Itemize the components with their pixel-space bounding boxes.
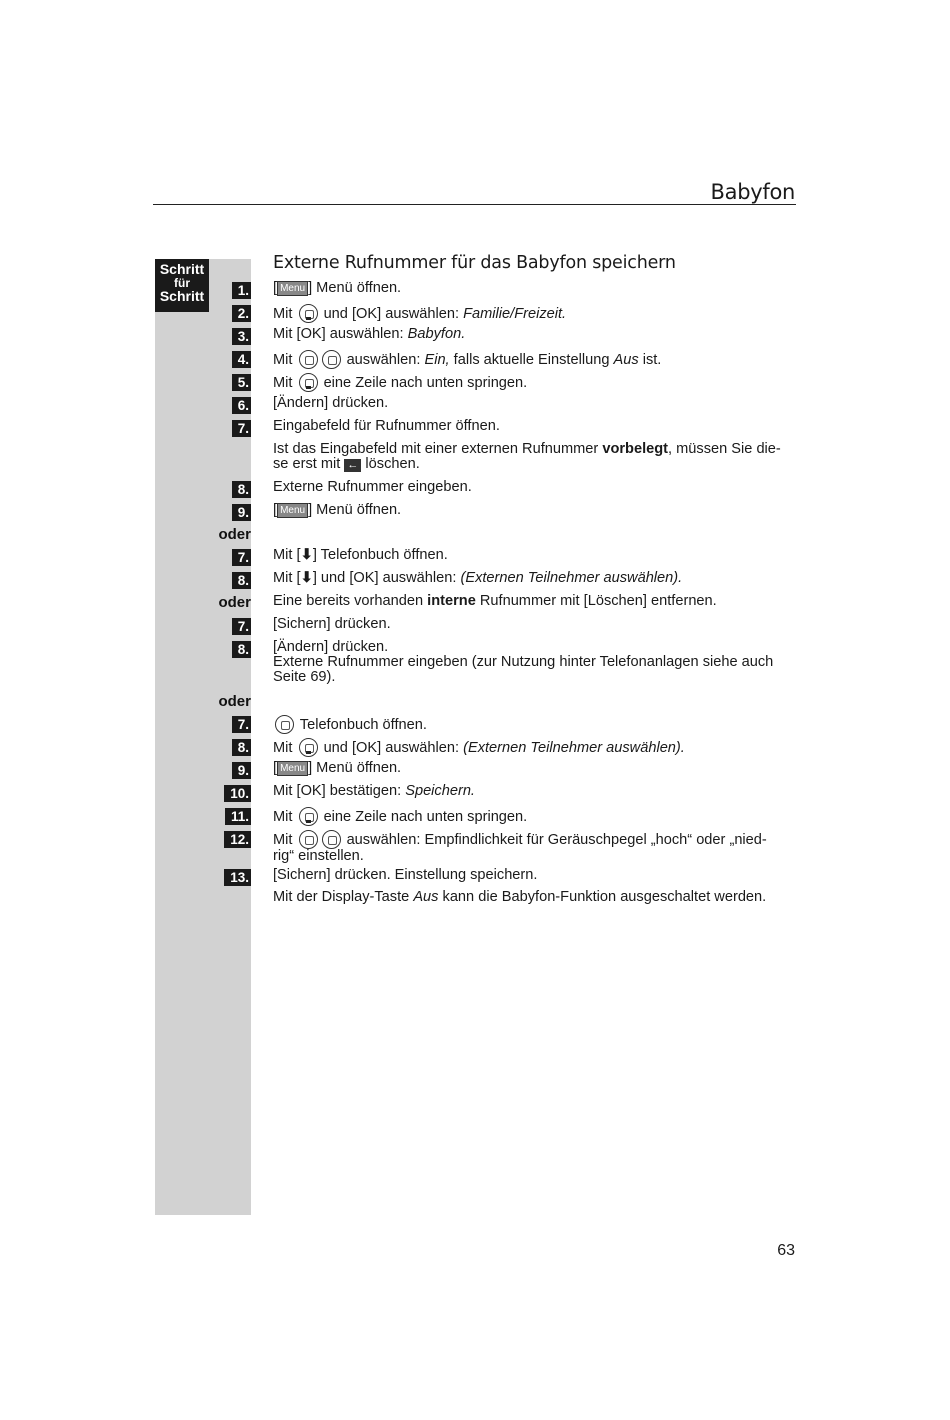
instruction-text [273,617,797,632]
emphasis-italic: Babyfon. [407,326,466,342]
instruction-text [273,807,797,826]
instruction-line: se erst mit ← löschen. [273,456,420,472]
navigation-key-down-icon [299,373,318,392]
navigation-key-down-icon [299,738,318,757]
instruction-line: Externe Rufnummer eingeben. [273,479,472,495]
instruction-text [273,350,797,369]
instruction-line: Mit und [OK] auswählen: Familie/Freizeit. [273,306,567,322]
step-number: 4. [232,351,251,368]
oder-label: oder [218,693,251,710]
instruction-line: Seite 69). [273,669,336,685]
instruction-text [273,715,797,734]
instruction-text [273,480,797,495]
page-header-title: Babyfon [710,180,795,204]
step-number: 7. [232,549,251,566]
step-number: 6. [232,397,251,414]
step-number: 8. [232,481,251,498]
instruction-line: [Ändern] drücken. [273,395,389,411]
navigation-key-down-icon [299,807,318,826]
step-number: 7. [232,618,251,635]
instruction-line: Mit [⬇] und [OK] auswählen: (Externen Teilnehmer auswählen). [273,570,683,586]
step-number: 8. [232,572,251,589]
step-number: 12. [224,831,251,848]
emphasis-italic: Aus [413,889,439,905]
oder-label: oder [218,526,251,543]
instruction-text [273,373,797,392]
emphasis-italic: (Externen Teilnehmer auswählen). [460,570,683,586]
page-number: 63 [777,1242,795,1259]
instruction-line: Mit [OK] bestätigen: Speichern. [273,783,475,799]
step-number: 1. [232,282,251,299]
step-number: 3. [232,328,251,345]
arrow-down-key-icon: ⬇ [300,570,313,586]
step-number: 8. [232,739,251,756]
navigation-key-left-icon [299,830,318,849]
instruction-text [273,594,797,609]
instruction-text [273,738,797,757]
menu-key-icon: Menu [277,761,308,776]
oder-label: oder [218,594,251,611]
instruction-line: Telefonbuch öffnen. [273,715,797,734]
emphasis-italic: Ein, [424,352,450,368]
step-number: 7. [232,420,251,437]
instruction-text [273,442,797,472]
instruction-line: Eine bereits vorhanden interne Rufnummer mit [Löschen] entfernen. [273,593,717,609]
instruction-line: Ist das Eingabefeld mit einer externen Rufnummer vorbelegt, müssen Sie die- [273,441,781,457]
navigation-key-icon [275,715,294,734]
instruction-text [273,640,797,685]
instruction-line: Mit [OK] auswählen: Babyfon. [273,326,466,342]
instruction-line: Mit eine Zeile nach unten springen. [273,809,528,825]
emphasis-bold: interne [427,593,476,609]
step-number: 2. [232,305,251,322]
instruction-line: Mit [⬇] Telefonbuch öffnen. [273,547,448,563]
menu-key-icon: Menu [277,503,308,518]
instruction-text [273,784,797,799]
emphasis-italic: Speichern. [405,783,475,799]
emphasis-bold: vorbelegt [602,441,669,457]
navigation-key-right-icon [322,830,341,849]
instruction-line: [ Menu ] Menü öffnen. [273,502,402,518]
instruction-text [273,830,797,864]
instruction-text [273,281,797,296]
navigation-key-left-icon [299,350,318,369]
step-number: 13. [224,869,251,886]
step-number: 5. [232,374,251,391]
instruction-line: [Sichern] drücken. [273,616,391,632]
instruction-text [273,548,797,563]
instruction-text [273,761,797,776]
navigation-key-right-icon [322,350,341,369]
badge-line-1: Schritt [159,261,205,277]
instruction-line: [ Menu ] Menü öffnen. [273,760,402,776]
instruction-text [273,503,797,518]
instruction-text [273,868,797,883]
section-title: Externe Rufnummer für das Babyfon speichern [273,253,676,273]
schritt-fuer-schritt-badge [155,259,209,312]
navigation-key-down-icon [299,304,318,323]
header-rule [153,204,796,205]
instruction-line: rig“ einstellen. [273,848,364,864]
step-number: 10. [224,785,251,802]
instruction-text [273,304,797,323]
instruction-line: Mit und [OK] auswählen: (Externen Teilnehmer auswählen). [273,740,685,756]
delete-key-icon: ← [344,459,361,472]
instruction-line: Mit eine Zeile nach unten springen. [273,375,528,391]
arrow-down-key-icon: ⬇ [300,547,313,563]
instruction-line: [Sichern] drücken. Einstellung speichern. [273,867,538,883]
step-number: 9. [232,762,251,779]
instruction-line: [Ändern] drücken. [273,639,389,655]
badge-line-3: Schritt [159,288,205,304]
instruction-text [273,571,797,586]
instruction-line: Mit auswählen: Ein, falls aktuelle Einstellung Aus ist. [273,352,662,368]
instruction-line: Externe Rufnummer eingeben (zur Nutzung hinter Telefonanlagen siehe auch [273,654,774,670]
instruction-text [273,327,797,342]
instruction-text [273,890,797,905]
step-number: 9. [232,504,251,521]
emphasis-italic: (Externen Teilnehmer auswählen). [463,740,685,756]
instruction-line: Mit der Display-Taste Aus kann die Babyfon-Funktion ausgeschaltet werden. [273,889,767,905]
step-number: 7. [232,716,251,733]
step-number: 8. [232,641,251,658]
step-number: 11. [225,808,251,825]
instruction-text [273,419,797,434]
badge-line-2: für [174,276,190,290]
instruction-line: Mit auswählen: Empfindlichkeit für Geräuschpegel „hoch“ oder „nied- [273,832,767,848]
instruction-text [273,396,797,411]
instruction-line: Eingabefeld für Rufnummer öffnen. [273,418,500,434]
instruction-line: [ Menu ] Menü öffnen. [273,280,402,296]
emphasis-italic: Familie/Freizeit. [463,306,567,322]
menu-key-icon: Menu [277,281,308,296]
emphasis-italic: Aus [613,352,639,368]
